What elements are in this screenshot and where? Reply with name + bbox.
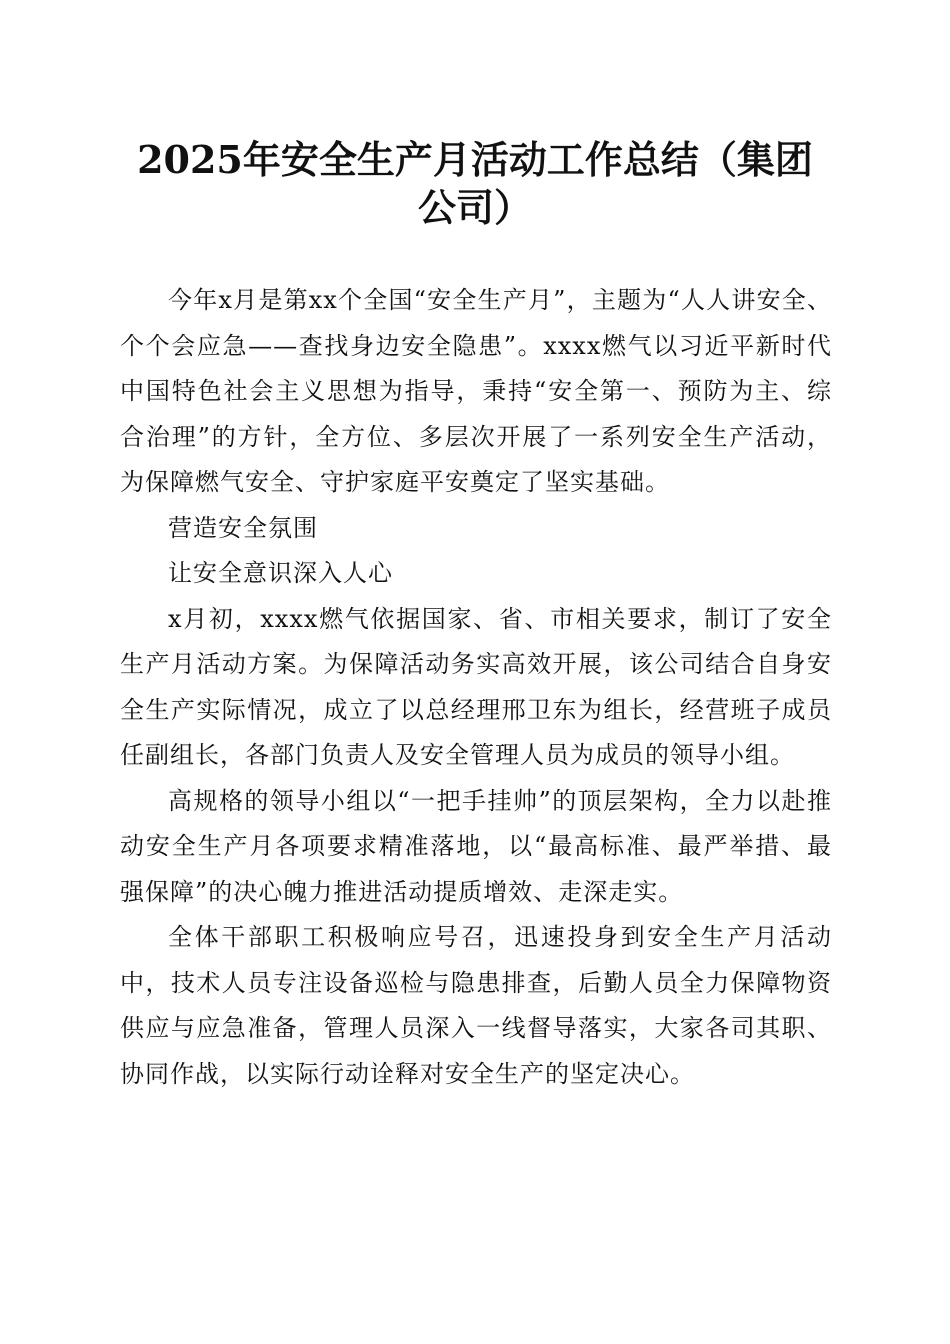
staff-paragraph: 全体干部职工积极响应号召，迅速投身到安全生产月活动中，技术人员专注设备巡检与隐患排查，后勤人员全力保障物资供应与应急准备，管理人员深入一线督导落实，大家各司其职、协同作战，以实际行动诠释对安全生产的坚定决心。	[120, 923, 832, 1088]
section-subheading-awareness: 让安全意识深入人心	[168, 559, 393, 587]
document-body	[120, 278, 832, 1097]
leadership-paragraph: 高规格的领导小组以“一把手挂帅”的顶层架构，全力以赴推动安全生产月各项要求精准落地，以“最高标准、最严举措、最强保障”的决心魄力推进活动提质增效、走深走实。	[120, 786, 832, 906]
plan-paragraph: x月初，xxxx燃气依据国家、省、市相关要求，制订了安全生产月活动方案。为保障活动务实高效开展，该公司结合自身安全生产实际情况，成立了以总经理邢卫东为组长，经营班子成员任副组长，各部门负责人及安全管理人员为成员的领导小组。	[120, 604, 832, 769]
document-title: 2025年安全生产月活动工作总结（集团公司）	[137, 137, 813, 230]
intro-paragraph: 今年x月是第xx个全国“安全生产月”，主题为“人人讲安全、个个会应急——查找身边安全隐患”。xxxx燃气以习近平新时代中国特色社会主义思想为指导，秉持“安全第一、预防为主、综合治理”的方针，全方位、多层次开展了一系列安全生产活动，为保障燃气安全、守护家庭平安奠定了坚实基础。	[120, 286, 832, 496]
section-heading-atmosphere: 营造安全氛围	[168, 513, 318, 542]
